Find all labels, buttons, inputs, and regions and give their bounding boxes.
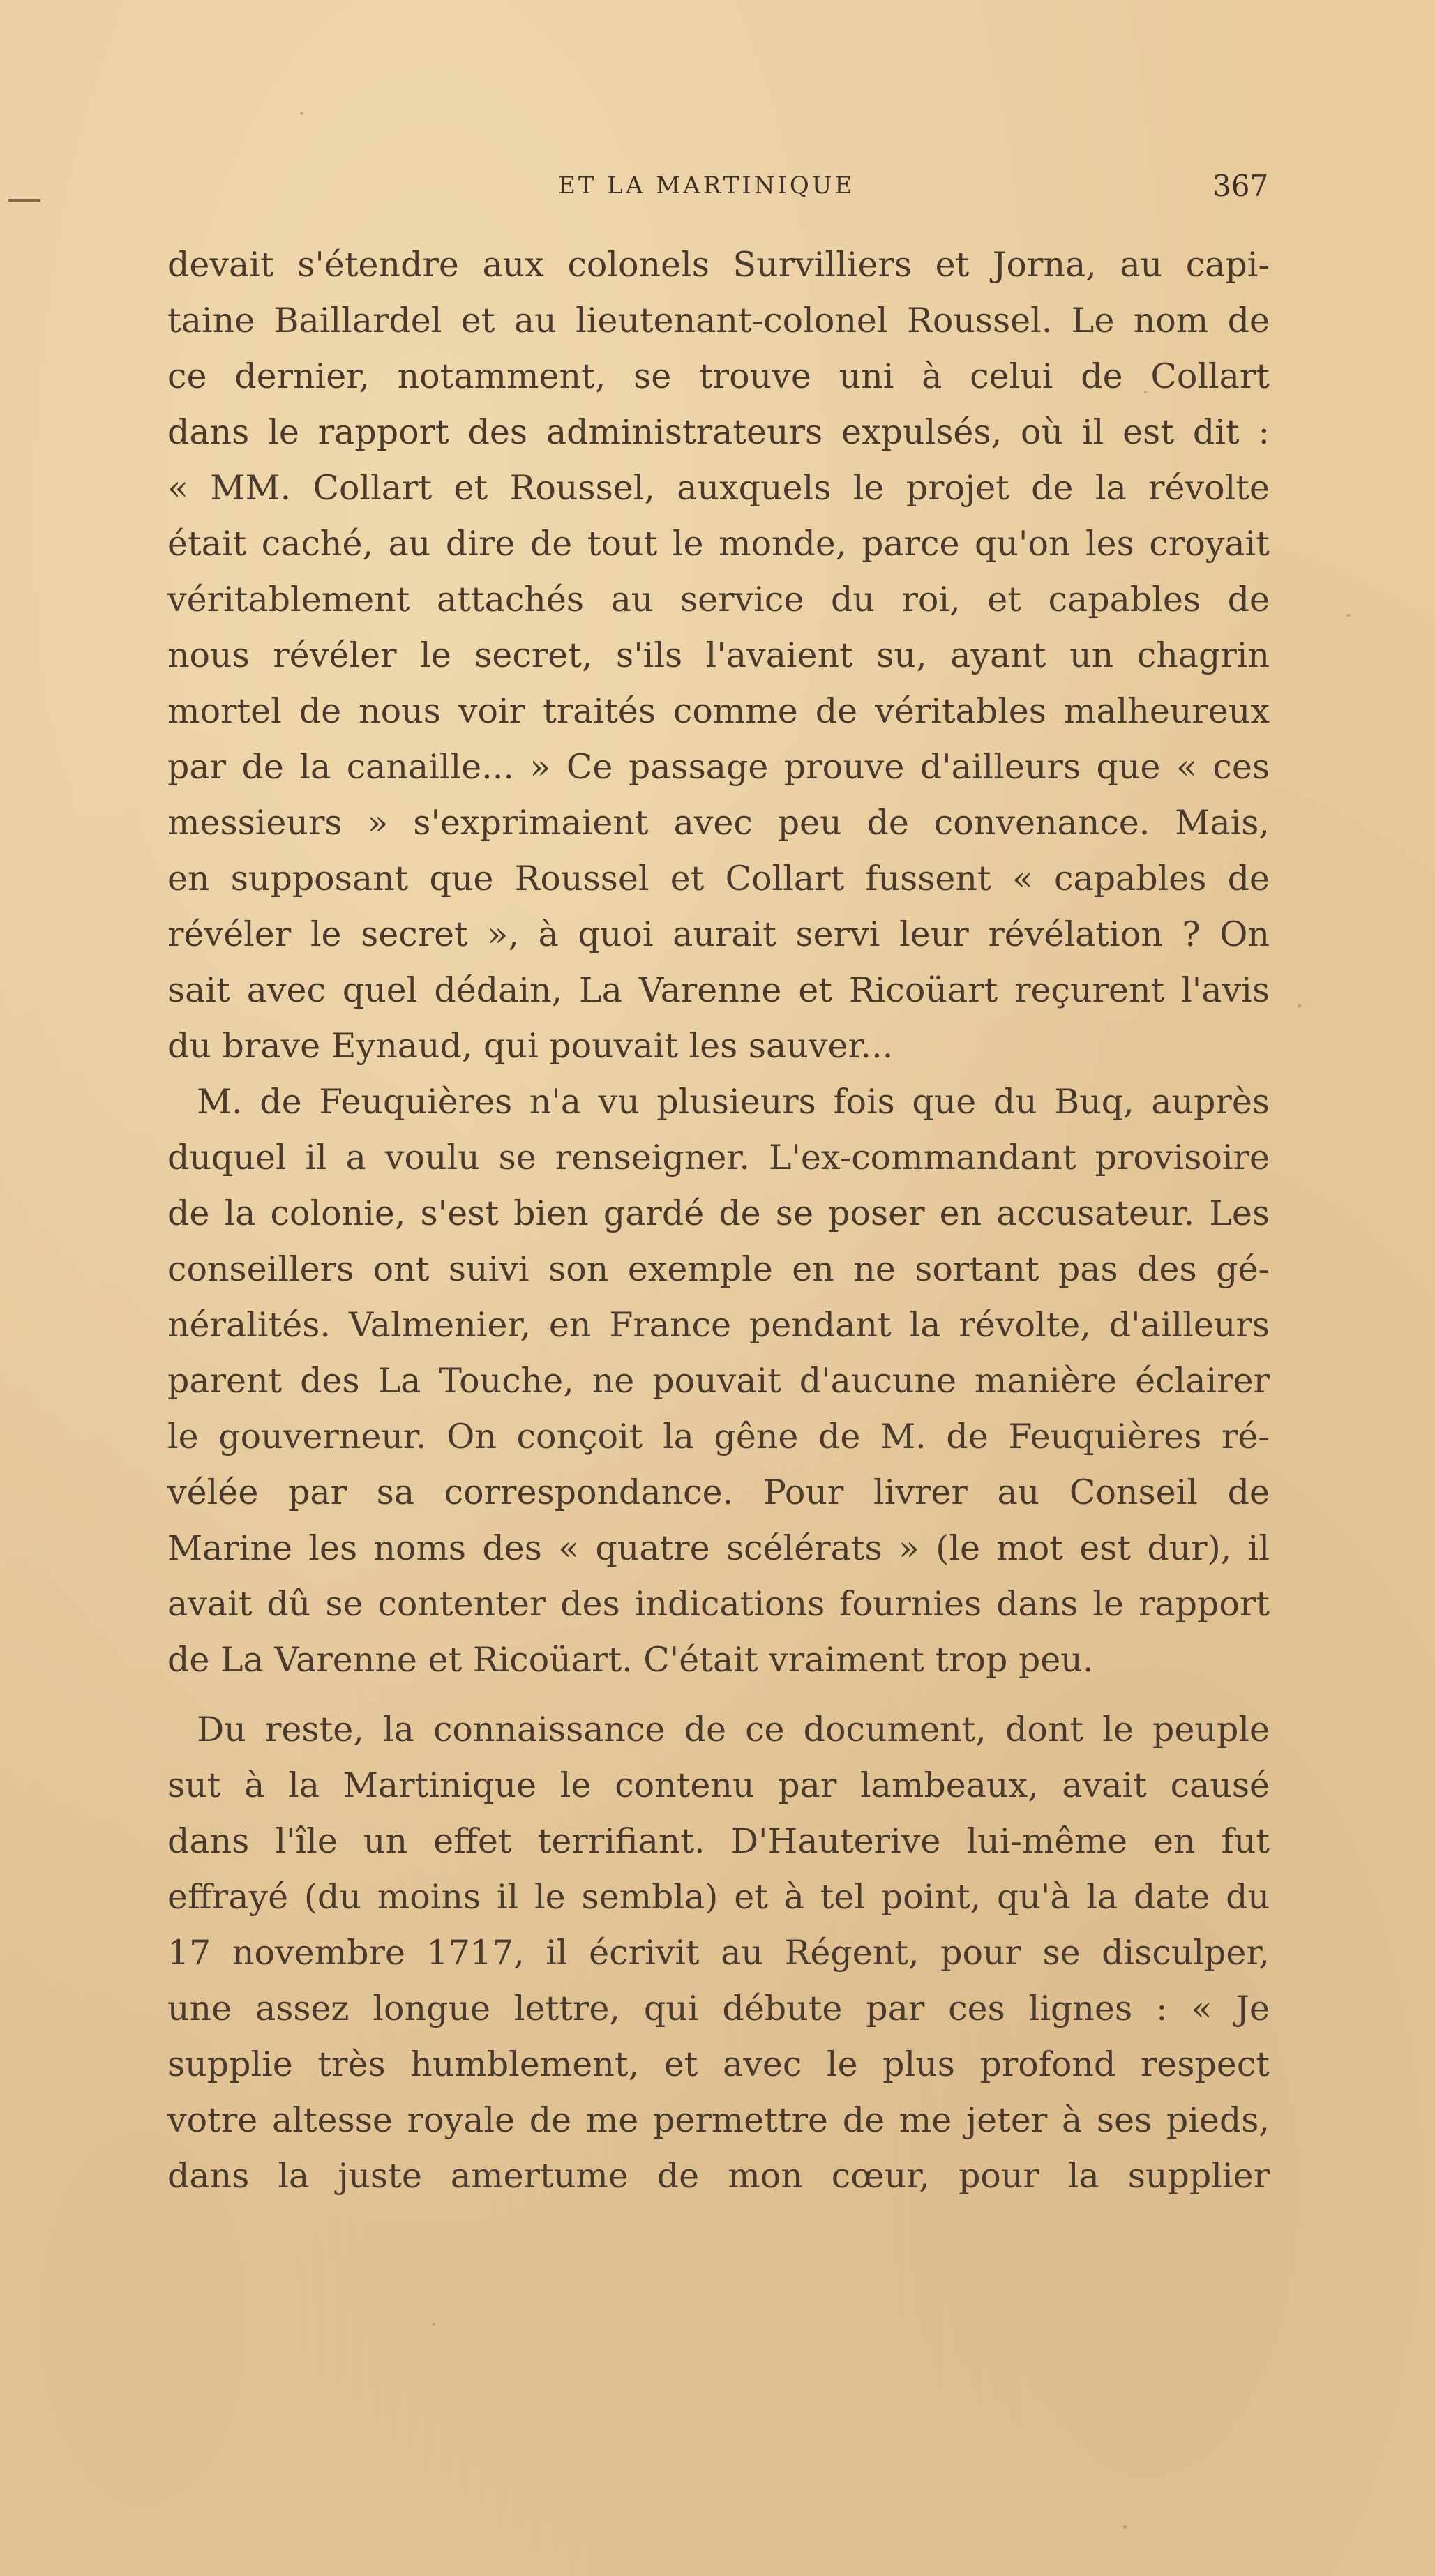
text-line: de la colonie, s'est bien gardé de se poser en accusateur. Les	[167, 1193, 1270, 1233]
text-line: révéler le secret », à quoi aurait servi leur révélation ? On	[167, 914, 1270, 954]
text-line: mortel de nous voir traités comme de véritables malheureux	[167, 691, 1270, 731]
text-line: duquel il a voulu se renseigner. L'ex-commandant provisoire	[167, 1138, 1270, 1177]
paper-speck	[300, 112, 303, 115]
text-line: Du reste, la connaissance de ce document, dont le peuple	[197, 1710, 1270, 1749]
text-line: néralités. Valmenier, en France pendant la révolte, d'ailleurs	[167, 1305, 1270, 1345]
paper-speck	[1346, 614, 1351, 617]
text-line: avait dû se contenter des indications fournies dans le rapport	[167, 1584, 1270, 1624]
text-line: une assez longue lettre, qui débute par ces lignes : « Je	[167, 1989, 1270, 2028]
text-line: le gouverneur. On conçoit la gêne de M. de Feuquières ré-	[167, 1417, 1270, 1456]
text-line: de La Varenne et Ricoüart. C'était vraiment trop peu.	[167, 1640, 1094, 1680]
text-line: était caché, au dire de tout le monde, parce qu'on les croyait	[167, 524, 1270, 564]
text-line: dans la juste amertume de mon cœur, pour la supplier	[167, 2156, 1270, 2196]
text-line: en supposant que Roussel et Collart fussent « capables de	[167, 859, 1270, 898]
text-line: 17 novembre 1717, il écrivit au Régent, pour se disculper,	[167, 1933, 1270, 1973]
text-line: devait s'étendre aux colonels Survilliers et Jorna, au capi-	[167, 245, 1270, 285]
text-line: supplie très humblement, et avec le plus profond respect	[167, 2044, 1270, 2084]
text-line: par de la canaille... » Ce passage prouve d'ailleurs que « ces	[167, 747, 1270, 787]
text-line: M. de Feuquières n'a vu plusieurs fois que du Buq, auprès	[197, 1082, 1270, 1122]
text-line: dans l'île un effet terrifiant. D'Hauterive lui-même en fut	[167, 1821, 1270, 1861]
text-line: votre altesse royale de me permettre de me jeter à ses pieds,	[167, 2100, 1270, 2140]
text-line: Marine les noms des « quatre scélérats » (le mot est dur), il	[167, 1528, 1270, 1568]
text-line: sut à la Martinique le contenu par lambeaux, avait causé	[167, 1765, 1270, 1805]
text-line: effrayé (du moins il le sembla) et à tel point, qu'à la date du	[167, 1877, 1270, 1917]
text-line: ce dernier, notamment, se trouve uni à celui de Collart	[167, 356, 1270, 396]
text-line: sait avec quel dédain, La Varenne et Ricoüart reçurent l'avis	[167, 970, 1270, 1010]
paper-speck	[433, 2323, 435, 2326]
text-line: véritablement attachés au service du roi, et capables de	[167, 580, 1270, 619]
text-line: conseillers ont suivi son exemple en ne sortant pas des gé-	[167, 1249, 1270, 1289]
text-line: « MM. Collart et Roussel, auxquels le projet de la révolte	[167, 468, 1270, 508]
running-title: ET LA MARTINIQUE	[558, 172, 855, 199]
paper-speck	[1123, 2525, 1127, 2529]
text-line: vélée par sa correspondance. Pour livrer au Conseil de	[167, 1472, 1270, 1512]
text-line: nous révéler le secret, s'ils l'avaient su, ayant un chagrin	[167, 635, 1270, 675]
running-head	[0, 169, 1435, 206]
text-line: parent des La Touche, ne pouvait d'aucune manière éclairer	[167, 1361, 1270, 1401]
page-number: 367	[1212, 169, 1269, 203]
paper-speck	[1298, 1004, 1301, 1008]
text-line: messieurs » s'exprimaient avec peu de convenance. Mais,	[167, 803, 1270, 843]
text-line: dans le rapport des administrateurs expulsés, où il est dit :	[167, 412, 1270, 452]
text-line: du brave Eynaud, qui pouvait les sauver...	[167, 1026, 894, 1066]
text-line: taine Baillardel et au lieutenant-colonel Roussel. Le nom de	[167, 301, 1270, 340]
